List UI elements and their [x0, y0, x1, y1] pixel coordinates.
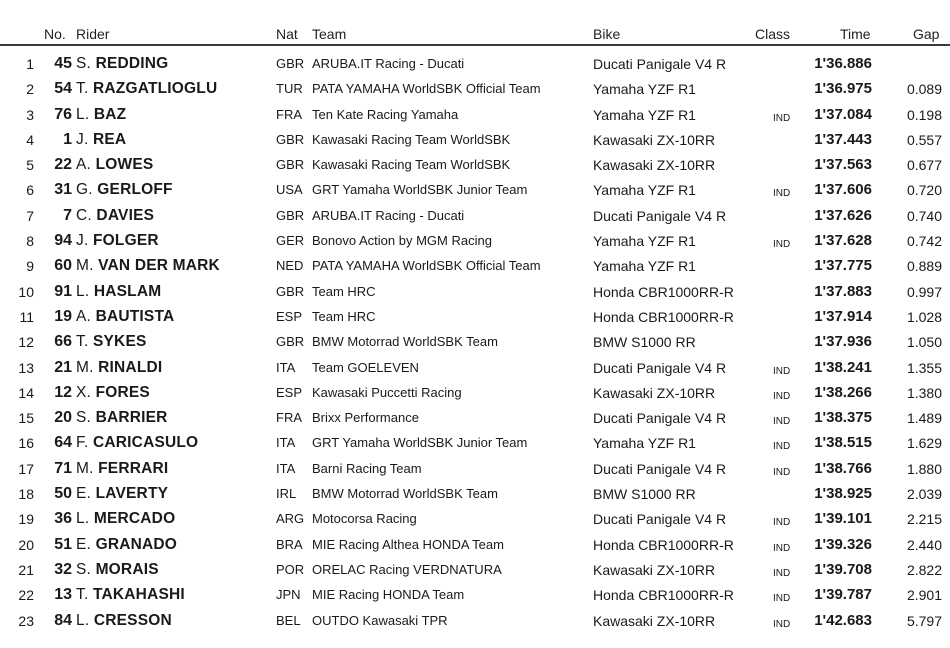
table-row [0, 557, 950, 582]
class-badge: IND [773, 239, 791, 251]
gap-time: 0.677 [906, 157, 942, 174]
lap-time: 1'38.925 [814, 485, 872, 503]
rider-number: 7 [63, 206, 72, 224]
bike-model: Kawasaki ZX-10RR [593, 384, 716, 401]
bike-model: Honda CBR1000RR-R [593, 587, 734, 604]
table-row [0, 329, 950, 354]
nationality: GBR [276, 207, 305, 223]
nationality: GBR [276, 334, 305, 350]
rider-initial: L. [76, 510, 90, 528]
team-name: GRT Yamaha WorldSBK Junior Team [312, 435, 528, 451]
table-row [0, 304, 950, 329]
position: 13 [18, 359, 34, 376]
rider-number: 71 [54, 459, 72, 477]
rider-surname: RINALDI [98, 358, 163, 376]
rider-surname: REDDING [95, 55, 169, 72]
rider-number: 66 [54, 333, 72, 351]
rider-surname: BARRIER [95, 409, 168, 427]
rider-initial: L. [76, 105, 90, 123]
position: 17 [18, 460, 34, 477]
position: 21 [18, 561, 34, 578]
team-name: Team HRC [312, 283, 376, 299]
rider-number: 64 [54, 434, 72, 452]
rider-surname: CRESSON [93, 611, 172, 629]
bike-model: BMW S1000 RR [593, 334, 696, 351]
rider-surname: REA [92, 130, 127, 148]
rider-surname: FOLGER [92, 232, 159, 250]
table-row [0, 228, 950, 253]
table-row [0, 355, 950, 380]
gap-time: 0.198 [906, 106, 942, 123]
team-name: BMW Motorrad WorldSBK Team [312, 334, 498, 350]
rider-surname: SYKES [92, 333, 147, 351]
header-no: No. [44, 26, 66, 42]
rider-name [76, 460, 168, 478]
team-name: OUTDO Kawasaki TPR [312, 612, 448, 628]
gap-time: 0.889 [906, 258, 942, 275]
class-badge: IND [773, 112, 791, 124]
table-row [0, 380, 950, 405]
position: 10 [18, 283, 34, 300]
rider-surname: GERLOFF [97, 181, 173, 199]
nationality: ITA [276, 435, 296, 451]
class-badge: IND [773, 416, 791, 428]
position: 1 [26, 56, 34, 72]
table-row [0, 481, 950, 506]
team-name: GRT Yamaha WorldSBK Junior Team [312, 182, 528, 198]
rider-initial: S. [76, 409, 92, 427]
rider-name [76, 485, 168, 503]
rider-surname: DAVIES [96, 206, 155, 224]
rider-name [76, 510, 175, 528]
rider-name [76, 612, 172, 630]
team-name: ARUBA.IT Racing - Ducati [312, 207, 465, 223]
position: 5 [26, 157, 34, 174]
nationality: NED [276, 258, 304, 274]
rider-number: 84 [54, 611, 72, 629]
nationality: ESP [276, 308, 303, 324]
class-badge: IND [773, 188, 791, 200]
bike-model: Ducati Panigale V4 R [593, 207, 727, 224]
lap-time: 1'38.766 [814, 459, 872, 477]
lap-time: 1'37.443 [814, 130, 872, 148]
header-bike: Bike [593, 26, 621, 42]
bike-model: Ducati Panigale V4 R [593, 511, 727, 528]
team-name: Team HRC [312, 308, 376, 324]
rider-number: 76 [54, 105, 72, 123]
table-row [0, 127, 950, 152]
bike-model: Kawasaki ZX-10RR [593, 131, 716, 148]
class-badge: IND [773, 466, 791, 478]
position: 3 [26, 106, 34, 123]
rider-surname: LAVERTY [95, 485, 169, 503]
team-name: Brixx Performance [312, 410, 419, 426]
rider-number: 12 [54, 383, 72, 401]
bike-model: Honda CBR1000RR-R [593, 308, 734, 325]
table-row [0, 152, 950, 177]
lap-time: 1'38.375 [814, 409, 872, 427]
header-class: Class [755, 26, 791, 42]
rider-surname: BAUTISTA [95, 307, 175, 325]
bike-model: Ducati Panigale V4 R [593, 56, 727, 72]
rider-surname: TAKAHASHI [92, 586, 185, 604]
header-nat: Nat [276, 26, 298, 42]
lap-time: 1'37.628 [814, 232, 872, 250]
team-name: MIE Racing HONDA Team [312, 587, 465, 603]
lap-time: 1'37.883 [814, 282, 872, 300]
gap-time: 0.742 [906, 233, 942, 250]
team-name: PATA YAMAHA WorldSBK Official Team [312, 258, 541, 274]
nationality: ITA [276, 460, 296, 476]
bike-model: Honda CBR1000RR-R [593, 283, 734, 300]
bike-model: Yamaha YZF R1 [593, 106, 696, 123]
gap-time: 1.629 [906, 435, 942, 452]
table-row [0, 253, 950, 278]
rider-number: 1 [63, 130, 72, 148]
position: 19 [18, 511, 34, 528]
header-time: Time [840, 26, 871, 42]
rider-surname: BAZ [93, 105, 127, 123]
position: 12 [18, 334, 34, 351]
nationality: BEL [276, 612, 301, 628]
position: 7 [26, 207, 34, 224]
rider-initial: L. [76, 611, 90, 629]
position: 23 [18, 612, 34, 629]
lap-time: 1'37.775 [814, 257, 872, 275]
rider-number: 91 [54, 282, 72, 300]
class-badge: IND [773, 593, 791, 605]
rider-surname: FORES [95, 383, 150, 401]
rider-name [76, 333, 147, 351]
results-table [0, 51, 950, 633]
rider-name [76, 409, 168, 427]
rider-name [76, 434, 198, 452]
position: 9 [26, 258, 34, 275]
team-name: Kawasaki Puccetti Racing [312, 384, 462, 400]
nationality: ARG [276, 511, 305, 527]
gap-time: 0.720 [906, 182, 942, 199]
lap-time: 1'38.241 [814, 358, 872, 376]
rider-name [76, 561, 159, 579]
header-team: Team [312, 26, 347, 42]
rider-number: 50 [54, 485, 72, 503]
rider-name [76, 283, 161, 301]
position: 8 [26, 233, 34, 250]
nationality: GBR [276, 131, 305, 147]
rider-number: 31 [54, 181, 72, 199]
table-row [0, 51, 950, 76]
rider-name [76, 586, 185, 604]
rider-number: 21 [54, 358, 72, 376]
lap-time: 1'36.886 [814, 55, 872, 72]
rider-initial: M. [76, 257, 94, 275]
table-row [0, 608, 950, 633]
bike-model: Kawasaki ZX-10RR [593, 612, 716, 629]
team-name: Kawasaki Racing Team WorldSBK [312, 157, 511, 173]
rider-initial: M. [76, 358, 94, 376]
rider-initial: M. [76, 459, 94, 477]
table-header [0, 22, 950, 44]
class-badge: IND [773, 517, 791, 529]
rider-name [76, 308, 174, 326]
team-name: ORELAC Racing VERDNATURA [312, 561, 502, 577]
rider-initial: T. [76, 80, 89, 98]
header-gap: Gap [913, 26, 940, 42]
rider-initial: F. [76, 434, 89, 452]
rider-initial: J. [76, 232, 89, 250]
lap-time: 1'38.266 [814, 383, 872, 401]
position: 6 [26, 182, 34, 199]
nationality: IRL [276, 486, 297, 502]
header-rider: Rider [76, 26, 110, 42]
rider-initial: J. [76, 130, 89, 148]
rider-name [76, 80, 217, 98]
table-row [0, 532, 950, 557]
rider-surname: MORAIS [95, 560, 159, 578]
rider-number: 20 [54, 409, 72, 427]
nationality: ESP [276, 384, 303, 400]
lap-time: 1'37.936 [814, 333, 872, 351]
rider-initial: E. [76, 485, 92, 503]
rider-name [76, 156, 153, 174]
nationality: GBR [276, 283, 305, 299]
rider-initial: A. [76, 307, 92, 325]
rider-initial: S. [76, 55, 92, 72]
rider-surname: CARICASULO [92, 434, 199, 452]
team-name: Ten Kate Racing Yamaha [312, 106, 459, 122]
lap-time: 1'37.626 [814, 206, 872, 224]
position: 18 [18, 486, 34, 503]
gap-time: 5.797 [906, 612, 942, 629]
lap-time: 1'42.683 [814, 611, 872, 629]
rider-number: 32 [54, 560, 72, 578]
lap-time: 1'39.101 [814, 510, 872, 528]
gap-time: 1.880 [906, 460, 942, 477]
rider-name [76, 131, 126, 149]
table-row [0, 279, 950, 304]
rider-name [76, 207, 154, 225]
lap-time: 1'39.708 [814, 560, 872, 578]
rider-name [76, 181, 173, 199]
team-name: Barni Racing Team [312, 460, 422, 476]
position: 16 [18, 435, 34, 452]
position: 20 [18, 536, 34, 553]
rider-initial: L. [76, 282, 90, 300]
team-name: Kawasaki Racing Team WorldSBK [312, 131, 511, 147]
nationality: TUR [276, 81, 303, 97]
rider-surname: MERCADO [93, 510, 176, 528]
class-badge: IND [773, 542, 791, 554]
nationality: GBR [276, 56, 305, 71]
table-row [0, 456, 950, 481]
team-name: Team GOELEVEN [312, 359, 419, 375]
gap-time: 1.050 [906, 334, 942, 351]
rider-name [76, 106, 126, 124]
gap-time: 0.557 [906, 131, 942, 148]
gap-time: 2.901 [906, 587, 942, 604]
bike-model: Yamaha YZF R1 [593, 258, 696, 275]
lap-time: 1'36.975 [814, 80, 872, 98]
lap-time: 1'39.787 [814, 586, 872, 604]
bike-model: Ducati Panigale V4 R [593, 460, 727, 477]
header-divider [0, 44, 950, 46]
bike-model: Ducati Panigale V4 R [593, 410, 727, 427]
rider-initial: G. [76, 181, 93, 199]
table-row [0, 582, 950, 607]
bike-model: Kawasaki ZX-10RR [593, 157, 716, 174]
lap-time: 1'37.084 [814, 105, 872, 123]
bike-model: Yamaha YZF R1 [593, 182, 696, 199]
gap-time: 0.997 [906, 283, 942, 300]
gap-time: 2.039 [906, 486, 942, 503]
gap-time: 0.089 [906, 81, 942, 98]
rider-number: 22 [54, 156, 72, 174]
nationality: FRA [276, 106, 302, 122]
team-name: PATA YAMAHA WorldSBK Official Team [312, 81, 541, 97]
class-badge: IND [773, 390, 791, 402]
rider-name [76, 55, 168, 73]
bike-model: Yamaha YZF R1 [593, 435, 696, 452]
table-row [0, 203, 950, 228]
rider-initial: E. [76, 535, 92, 553]
rider-initial: T. [76, 586, 89, 604]
lap-time: 1'39.326 [814, 535, 872, 553]
team-name: Motocorsa Racing [312, 511, 417, 527]
gap-time: 1.380 [906, 384, 942, 401]
position: 15 [18, 410, 34, 427]
nationality: GBR [276, 157, 305, 173]
rider-surname: FERRARI [98, 459, 169, 477]
gap-time: 2.822 [906, 561, 942, 578]
table-row [0, 430, 950, 455]
rider-surname: LOWES [95, 156, 154, 174]
rider-initial: S. [76, 560, 92, 578]
nationality: USA [276, 182, 303, 198]
class-badge: IND [773, 441, 791, 453]
lap-time: 1'37.563 [814, 156, 872, 174]
bike-model: Honda CBR1000RR-R [593, 536, 734, 553]
rider-number: 54 [54, 80, 72, 98]
bike-model: Yamaha YZF R1 [593, 233, 696, 250]
rider-number: 51 [54, 535, 72, 553]
table-row [0, 177, 950, 202]
gap-time: 2.440 [906, 536, 942, 553]
rider-initial: C. [76, 206, 92, 224]
lap-time: 1'37.606 [814, 181, 872, 199]
rider-name [76, 359, 162, 377]
team-name: ARUBA.IT Racing - Ducati [312, 56, 465, 71]
team-name: BMW Motorrad WorldSBK Team [312, 486, 498, 502]
bike-model: Ducati Panigale V4 R [593, 359, 727, 376]
table-row [0, 76, 950, 101]
nationality: FRA [276, 410, 302, 426]
team-name: MIE Racing Althea HONDA Team [312, 536, 504, 552]
table-row [0, 405, 950, 430]
class-badge: IND [773, 365, 791, 377]
lap-time: 1'37.914 [814, 307, 872, 325]
gap-time: 1.489 [906, 410, 942, 427]
rider-name [76, 384, 150, 402]
nationality: POR [276, 561, 305, 577]
nationality: BRA [276, 536, 303, 552]
bike-model: Kawasaki ZX-10RR [593, 561, 716, 578]
rider-number: 19 [54, 307, 72, 325]
gap-time: 1.028 [906, 308, 942, 325]
team-name: Bonovo Action by MGM Racing [312, 233, 492, 249]
rider-name [76, 536, 177, 554]
gap-time: 1.355 [906, 359, 942, 376]
bike-model: Yamaha YZF R1 [593, 81, 696, 98]
class-badge: IND [773, 567, 791, 579]
rider-number: 60 [54, 257, 72, 275]
table-row [0, 102, 950, 127]
bike-model: BMW S1000 RR [593, 486, 696, 503]
rider-number: 45 [54, 55, 72, 72]
table-row [0, 506, 950, 531]
rider-name [76, 257, 220, 275]
rider-surname: RAZGATLIOGLU [92, 80, 218, 98]
nationality: JPN [276, 587, 301, 603]
gap-time: 0.740 [906, 207, 942, 224]
position: 2 [26, 81, 34, 98]
rider-initial: T. [76, 333, 89, 351]
rider-number: 13 [54, 586, 72, 604]
rider-surname: VAN DER MARK [98, 257, 220, 275]
rider-surname: HASLAM [93, 282, 162, 300]
rider-surname: GRANADO [95, 535, 178, 553]
nationality: GER [276, 233, 305, 249]
rider-initial: X. [76, 383, 92, 401]
position: 22 [18, 587, 34, 604]
rider-name [76, 232, 159, 250]
rider-number: 36 [54, 510, 72, 528]
class-badge: IND [773, 618, 791, 630]
nationality: ITA [276, 359, 296, 375]
position: 4 [26, 131, 34, 148]
position: 11 [19, 308, 34, 325]
position: 14 [18, 384, 34, 401]
rider-initial: A. [76, 156, 92, 174]
rider-number: 94 [54, 232, 72, 250]
gap-time: 2.215 [906, 511, 942, 528]
lap-time: 1'38.515 [814, 434, 872, 452]
